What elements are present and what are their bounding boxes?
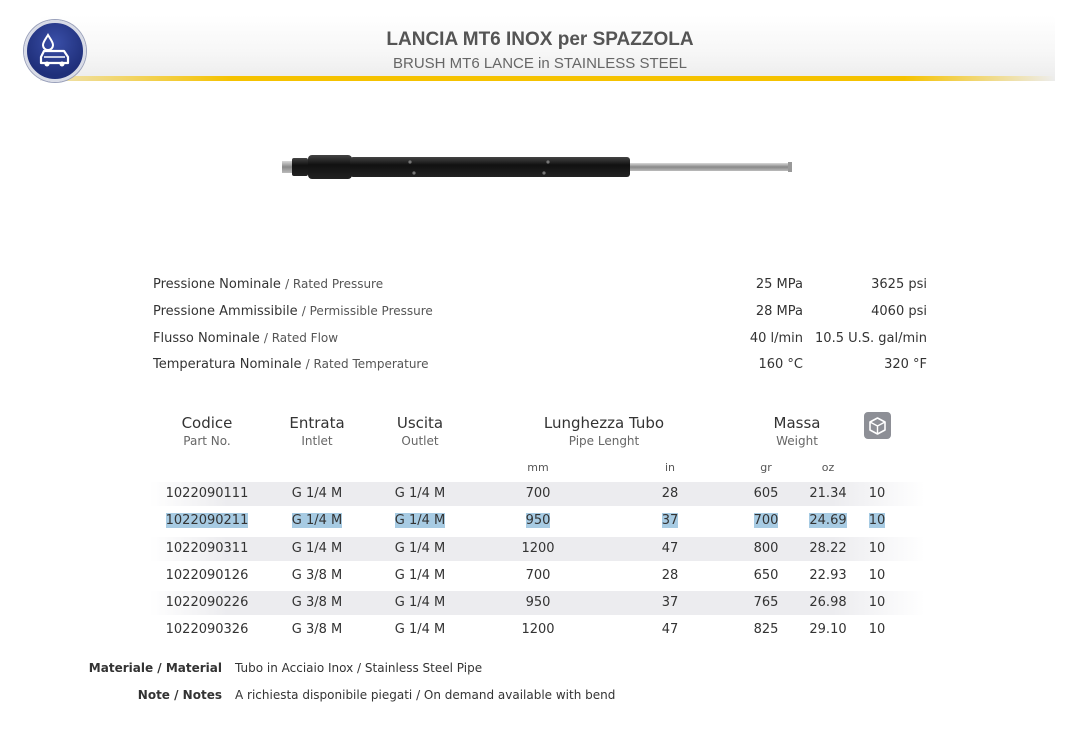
cell-inlet: G 1/4 M [291, 513, 343, 528]
cell-oz: 24.69 [809, 513, 847, 528]
col-header-mass-it: Massa [773, 414, 821, 432]
car-wash-icon [35, 31, 75, 71]
spec-label-en: / Permissible Pressure [301, 304, 433, 318]
spec-value-metric: 25 MPa [755, 277, 803, 292]
table-row [150, 591, 925, 615]
table-row-selected [150, 509, 925, 533]
cell-mm: 1200 [521, 541, 555, 556]
cell-gr: 605 [753, 486, 779, 501]
cell-in: 37 [661, 513, 679, 528]
cell-mm: 700 [525, 486, 551, 501]
unit-oz: oz [821, 461, 835, 474]
col-header-inlet-en: Intlet [301, 434, 333, 448]
cell-qty: 10 [868, 622, 886, 637]
cell-code: 1022090326 [165, 622, 249, 637]
cell-gr: 800 [753, 541, 779, 556]
cell-gr: 765 [753, 595, 779, 610]
cell-mm: 1200 [521, 622, 555, 637]
spec-row-rated-temperature [153, 357, 933, 377]
cell-in: 47 [661, 622, 679, 637]
cell-mm: 950 [525, 513, 551, 528]
spec-value-metric: 28 MPa [755, 304, 803, 319]
cell-qty: 10 [868, 568, 886, 583]
cell-outlet: G 1/4 M [394, 622, 446, 637]
note-label: Note / Notes [137, 688, 222, 702]
col-header-length-it: Lunghezza Tubo [543, 414, 665, 432]
spec-value-imperial: 4060 psi [871, 304, 927, 319]
package-box-icon [864, 412, 891, 439]
spec-value-metric: 40 l/min [749, 331, 803, 346]
cell-inlet: G 3/8 M [291, 568, 343, 583]
cell-code: 1022090211 [165, 513, 249, 528]
cell-oz: 28.22 [809, 541, 847, 556]
cell-outlet: G 1/4 M [394, 541, 446, 556]
col-header-mass-en: Weight [776, 434, 818, 448]
spec-value-imperial: 320 °F [884, 357, 927, 372]
cell-code: 1022090226 [165, 595, 249, 610]
cell-in: 28 [661, 568, 679, 583]
spec-label-it: Pressione Nominale [153, 277, 281, 292]
spec-label-it: Pressione Ammissibile [153, 304, 298, 319]
col-header-code-en: Part No. [183, 434, 231, 448]
spec-label-en: / Rated Pressure [285, 277, 384, 291]
col-header-outlet-it: Uscita [396, 414, 444, 432]
col-header-mass [747, 414, 847, 448]
spec-label-it: Temperatura Nominale [153, 357, 302, 372]
table-row [150, 564, 925, 588]
cell-in: 47 [661, 541, 679, 556]
lance-product-image [280, 150, 800, 190]
cell-oz: 26.98 [809, 595, 847, 610]
col-header-inlet-it: Entrata [289, 414, 345, 432]
col-header-code [157, 414, 257, 448]
spec-label-it: Flusso Nominale [153, 331, 260, 346]
note-value: A richiesta disponibile piegati / On demand available with bend [235, 688, 616, 702]
cell-outlet: G 1/4 M [394, 595, 446, 610]
col-header-inlet [267, 414, 367, 448]
cell-oz: 22.93 [809, 568, 847, 583]
brand-logo [24, 20, 86, 82]
cell-gr: 650 [753, 568, 779, 583]
cell-code: 1022090111 [165, 486, 249, 501]
spec-row-permissible-pressure [153, 304, 933, 324]
cell-inlet: G 1/4 M [291, 541, 343, 556]
table-row [150, 482, 925, 506]
col-header-outlet [370, 414, 470, 448]
col-header-length [524, 414, 684, 448]
spec-label-en: / Rated Flow [263, 331, 339, 345]
spec-value-metric: 160 °C [758, 357, 803, 372]
col-header-length-en: Pipe Lenght [568, 434, 640, 448]
cell-qty: 10 [868, 595, 886, 610]
cell-qty: 10 [868, 541, 886, 556]
table-row [150, 537, 925, 561]
cell-oz: 21.34 [809, 486, 847, 501]
cell-in: 28 [661, 486, 679, 501]
spec-row-rated-flow [153, 331, 933, 351]
spec-row-rated-pressure [153, 277, 933, 297]
cell-outlet: G 1/4 M [394, 513, 446, 528]
cell-code: 1022090311 [165, 541, 249, 556]
cell-inlet: G 3/8 M [291, 622, 343, 637]
spec-value-imperial: 3625 psi [871, 277, 927, 292]
unit-in: in [664, 461, 676, 474]
cell-outlet: G 1/4 M [394, 486, 446, 501]
cell-gr: 825 [753, 622, 779, 637]
cell-inlet: G 3/8 M [291, 595, 343, 610]
unit-mm: mm [527, 461, 549, 474]
cell-mm: 950 [525, 595, 551, 610]
page-subtitle: BRUSH MT6 LANCE in STAINLESS STEEL [393, 55, 687, 72]
material-label: Materiale / Material [88, 661, 222, 675]
page-title: LANCIA MT6 INOX per SPAZZOLA [386, 29, 694, 50]
unit-gr: gr [760, 461, 772, 474]
cell-qty: 10 [868, 486, 886, 501]
cell-in: 37 [661, 595, 679, 610]
cell-qty: 10 [868, 513, 886, 528]
cell-gr: 700 [753, 513, 779, 528]
cell-oz: 29.10 [809, 622, 847, 637]
material-value: Tubo in Acciaio Inox / Stainless Steel Pipe [235, 661, 483, 675]
cell-inlet: G 1/4 M [291, 486, 343, 501]
col-header-outlet-en: Outlet [401, 434, 439, 448]
spec-value-imperial: 10.5 U.S. gal/min [815, 331, 927, 346]
cell-outlet: G 1/4 M [394, 568, 446, 583]
cell-mm: 700 [525, 568, 551, 583]
spec-label-en: / Rated Temperature [305, 357, 429, 371]
table-row [150, 618, 925, 642]
cell-code: 1022090126 [165, 568, 249, 583]
col-header-code-it: Codice [181, 414, 233, 432]
